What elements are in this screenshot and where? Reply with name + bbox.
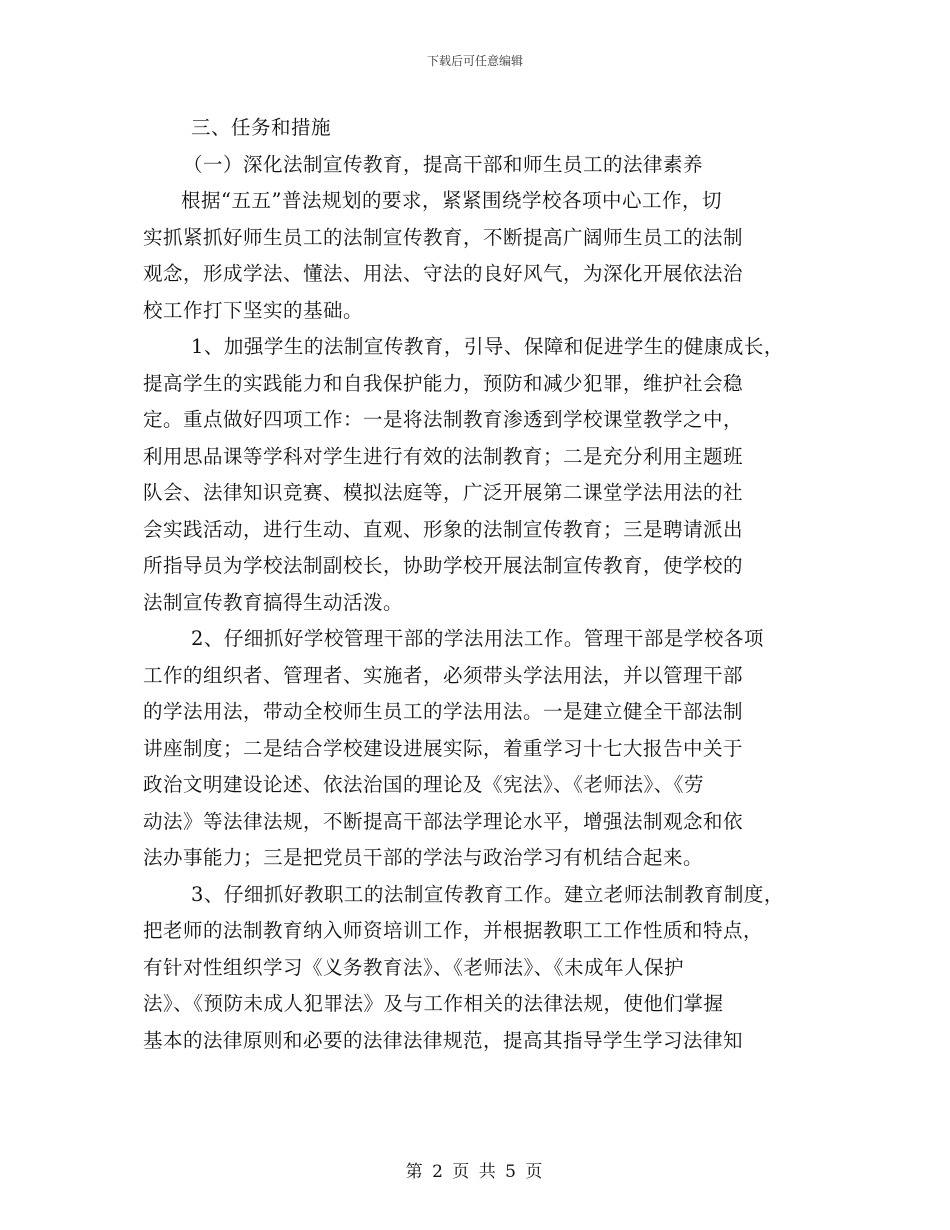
section-heading: 三、任务和措施: [191, 116, 332, 139]
text-line: 基本的法律原则和必要的法律法律规范，提高其指导学生学习法律知: [143, 1028, 744, 1052]
text-line: 校工作打下坚实的基础。: [143, 298, 364, 322]
text-line: 会实践活动，进行生动、直观、形象的法制宣传教育；三是聘请派出: [143, 517, 744, 541]
text-line: 队会、法律知识竞赛、模拟法庭等，广泛开展第二课堂学法用法的社: [143, 481, 744, 504]
subsection-heading: （一）深化法制宣传教育，提高干部和师生员工的法律素养: [183, 152, 704, 176]
text-line: 3、仔细抓好教职工的法制宣传教育工作。建立老师法制教育制度，: [191, 882, 784, 906]
text-line: 有针对性组织学习《义务教育法》、《老师法》、《未成年人保护: [143, 955, 685, 979]
text-line: 根据“五五”普法规划的要求，紧紧围绕学校各项中心工作，切: [181, 189, 722, 212]
text-line: 2、仔细抓好学校管理干部的学法用法工作。管理干部是学校各项: [191, 627, 764, 650]
text-line: 提高学生的实践能力和自我保护能力，预防和减少犯罪，维护社会稳: [143, 371, 744, 395]
text-line: 所指导员为学校法制副校长，协助学校开展法制宣传教育，使学校的: [143, 554, 744, 577]
text-line: 观念，形成学法、懂法、用法、守法的良好风气，为深化开展依法治: [143, 262, 744, 285]
text-line: 政治文明建设论述、依法治国的理论及《宪法》、《老师法》、《劳: [143, 773, 705, 796]
text-line: 法》、《预防未成人犯罪法》及与工作相关的法律法规，使他们掌握: [143, 992, 724, 1015]
text-line: 定。重点做好四项工作：一是将法制教育渗透到学校课堂教学之中，: [143, 408, 744, 431]
page-header: 下载后可任意编辑: [426, 54, 523, 68]
text-line: 工作的组织者、管理者、实施者，必须带头学法用法，并以管理干部: [143, 663, 744, 687]
text-line: 法制宣传教育搞得生动活泼。: [143, 590, 404, 614]
text-line: 把老师的法制教育纳入师资培训工作，并根据教职工工作性质和特点，: [143, 919, 764, 942]
text-line: 的学法用法，带动全校师生员工的学法用法。一是建立健全干部法制: [143, 700, 744, 723]
text-line: 法办事能力；三是把党员干部的学法与政治学习有机结合起来。: [143, 846, 704, 869]
text-line: 动法》等法律法规，不断提高干部法学理论水平，增强法制观念和依: [143, 809, 744, 833]
text-line: 讲座制度；二是结合学校建设进展实际，着重学习十七大报告中关于: [143, 736, 744, 760]
page-number: 第 2 页 共 5 页: [405, 1162, 545, 1182]
document-body: [143, 110, 823, 1059]
text-line: 利用思品课等学科对学生进行有效的法制教育；二是充分利用主题班: [143, 444, 744, 468]
text-line: 1、加强学生的法制宣传教育，引导、保障和促进学生的健康成长，: [191, 335, 784, 358]
text-line: 实抓紧抓好师生员工的法制宣传教育，不断提高广阔师生员工的法制: [143, 225, 744, 249]
